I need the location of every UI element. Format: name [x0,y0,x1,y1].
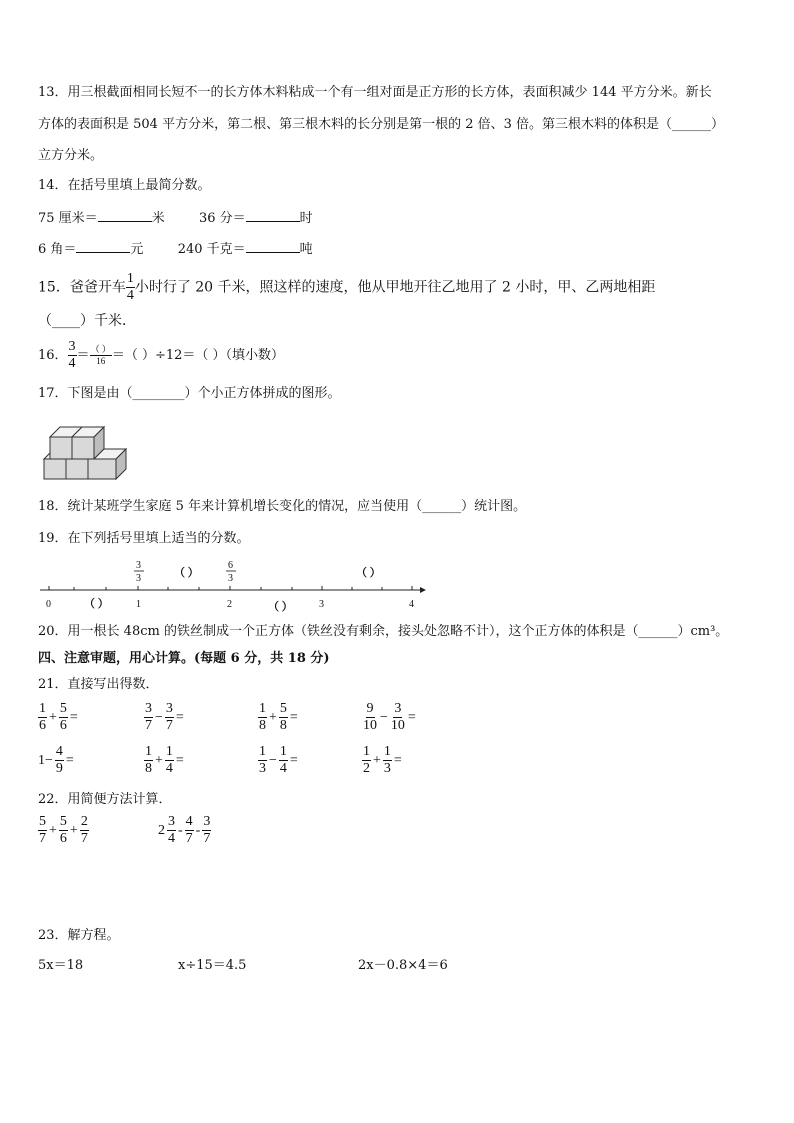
blank-above: （ ） [174,567,199,579]
q14-row1 [38,208,313,228]
q23-equation-2: x÷15＝4.5 [178,958,247,973]
q16-fraction-2: $\frac{( )}{16}$ [90,344,111,366]
equals-sign: = [289,752,298,768]
fraction: $\frac{3}{7}$ [145,701,152,733]
q14-b-unit: 时 [299,211,313,226]
fraction: $\frac{1}{3}$ [259,744,266,776]
q21-expression [144,745,184,776]
q23-stem: 23．解方程。 [38,928,120,943]
q15-line1 [38,272,655,303]
fraction: $\frac{3}{7}$ [165,701,173,733]
q16-line [38,340,284,371]
fraction: $\frac{1}{8}$ [145,744,152,776]
tick-label: 3 [319,599,324,610]
equals-sign: = [175,752,184,768]
whole-part: 1− [38,752,53,768]
q16-num: 16． [38,348,68,363]
fraction: $\frac{5}{7}$ [39,814,46,846]
blank-above: （ ） [356,567,381,579]
q15-fraction: $\frac{1}{4}$ [126,271,134,303]
equals-sign: = [289,709,298,725]
q14-d-label: 240 千克＝ [177,242,246,257]
q14-b-label: 36 分＝ [198,211,246,226]
q21-expression [144,702,184,733]
tick-label: 2 [227,599,232,610]
q15-post: 小时行了 20 千米，照这样的速度，他从甲地开往乙地用了 2 小时，甲、乙两地相距 [134,279,656,296]
q21-expression [362,702,416,733]
fraction: $\frac{3}{4}$ [168,814,175,846]
q17-stem: 17．下图是由（________）个小正方体拼成的图形。 [38,386,341,401]
q16-rest: ＝（ ）÷12＝（ ）（填小数） [111,348,285,363]
frac-numerator: 6 [228,560,233,571]
fraction: $\frac{5}{6}$ [59,814,67,846]
tick-label: 1 [136,599,141,610]
fraction: $\frac{3}{7}$ [203,814,211,846]
equals-sign: = [69,709,78,725]
q21-expression [258,745,298,776]
q13-line2: 方体的表面积是 504 平方分米，第二根、第三根木料的长分别是第一根的 2 倍、3 倍。第三根木料的体积是（______） [38,117,725,132]
operator: + [155,752,163,768]
q14-a-unit: 米 [151,211,165,226]
operator: + [373,752,381,768]
operator: - [195,822,201,838]
equals-sign: = [393,752,402,768]
fraction: $\frac{1}{6}$ [39,701,46,733]
fraction: $\frac{1}{2}$ [363,744,370,776]
q15-line2: （____）千米． [38,313,136,329]
whole-number: 2 [158,822,165,838]
fraction: $\frac{5}{8}$ [279,701,287,733]
q22-expression-2 [158,815,211,846]
fraction: $\frac{9}{10}$ [363,701,377,733]
q14-d-unit: 吨 [299,242,313,257]
q21-expression [362,745,402,776]
equals-sign: ＝ [76,348,90,363]
q21-expression [258,702,298,733]
q22-stem: 22．用简便方法计算． [38,792,172,807]
answer-blank[interactable] [76,239,130,253]
q14-row2 [38,239,313,259]
equals-sign: = [65,752,74,768]
q13-line3: 立方分米。 [38,148,104,163]
operator: − [269,752,277,768]
equals-sign: = [175,709,184,725]
operator: + [49,709,57,725]
equals-sign: = [407,709,416,725]
section-heading: 四、注意审题，用心计算。(每题 6 分，共 18 分) [38,651,330,666]
answer-blank[interactable] [98,208,152,222]
fraction: $\frac{1}{3}$ [383,744,391,776]
operator: + [49,822,57,838]
answer-blank[interactable] [246,239,300,253]
q14-a-label: 75 厘米＝ [38,211,98,226]
operator: - [178,822,183,838]
fraction: $\frac{1}{4}$ [165,744,173,776]
tick-label: 0 [46,599,51,610]
fraction: $\frac{5}{6}$ [59,701,67,733]
operator: − [380,709,388,725]
operator: + [69,822,78,838]
q21-expression [38,702,78,733]
q21-stem: 21．直接写出得数． [38,677,159,692]
blank-below: （ ） [268,601,293,613]
number-line [36,558,431,614]
q14-stem: 14．在括号里填上最简分数。 [38,178,211,193]
fraction: $\frac{4}{7}$ [185,814,193,846]
q20-stem: 20．用一根长 48cm 的铁丝制成一个正方体（铁丝没有剩余，接头处忽略不计），这个正方体的体积是（______）cm³。 [38,624,729,639]
q18-stem: 18．统计某班学生家庭 5 年来计算机增长变化的情况，应当使用（______）统计图。 [38,499,527,514]
blank-below: （ ） [84,598,109,610]
frac-denominator: 3 [136,573,141,584]
fraction: $\frac{3}{10}$ [390,701,405,733]
cubes-figure [40,415,132,481]
q13-line1: 13．用三根截面相同长短不一的长方体木料粘成一个有一组对面是正方形的长方体，表面积减少 144 平方分米。新长 [38,85,712,100]
q23-equation-1: 5x＝18 [38,958,84,973]
q16-fraction-1: $\frac{3}{4}$ [68,339,76,371]
q23-equation-3: 2x－0.8×4＝6 [358,958,448,973]
q22-expression-1 [38,815,89,846]
answer-blank[interactable] [246,208,300,222]
q14-c-label: 6 角＝ [38,242,77,257]
q15-pre: 15．爸爸开车 [38,279,126,296]
tick-label: 4 [409,599,414,610]
fraction: $\frac{4}{9}$ [55,744,63,776]
fraction: $\frac{1}{8}$ [259,701,266,733]
q14-c-unit: 元 [130,242,144,257]
frac-denominator: 3 [228,573,233,584]
q21-expression [38,745,74,776]
operator: − [155,709,163,725]
frac-numerator: 3 [136,560,141,571]
fraction: $\frac{1}{4}$ [279,744,287,776]
operator: + [269,709,277,725]
q19-stem: 19．在下列括号里填上适当的分数。 [38,531,250,546]
fraction: $\frac{2}{7}$ [80,814,88,846]
